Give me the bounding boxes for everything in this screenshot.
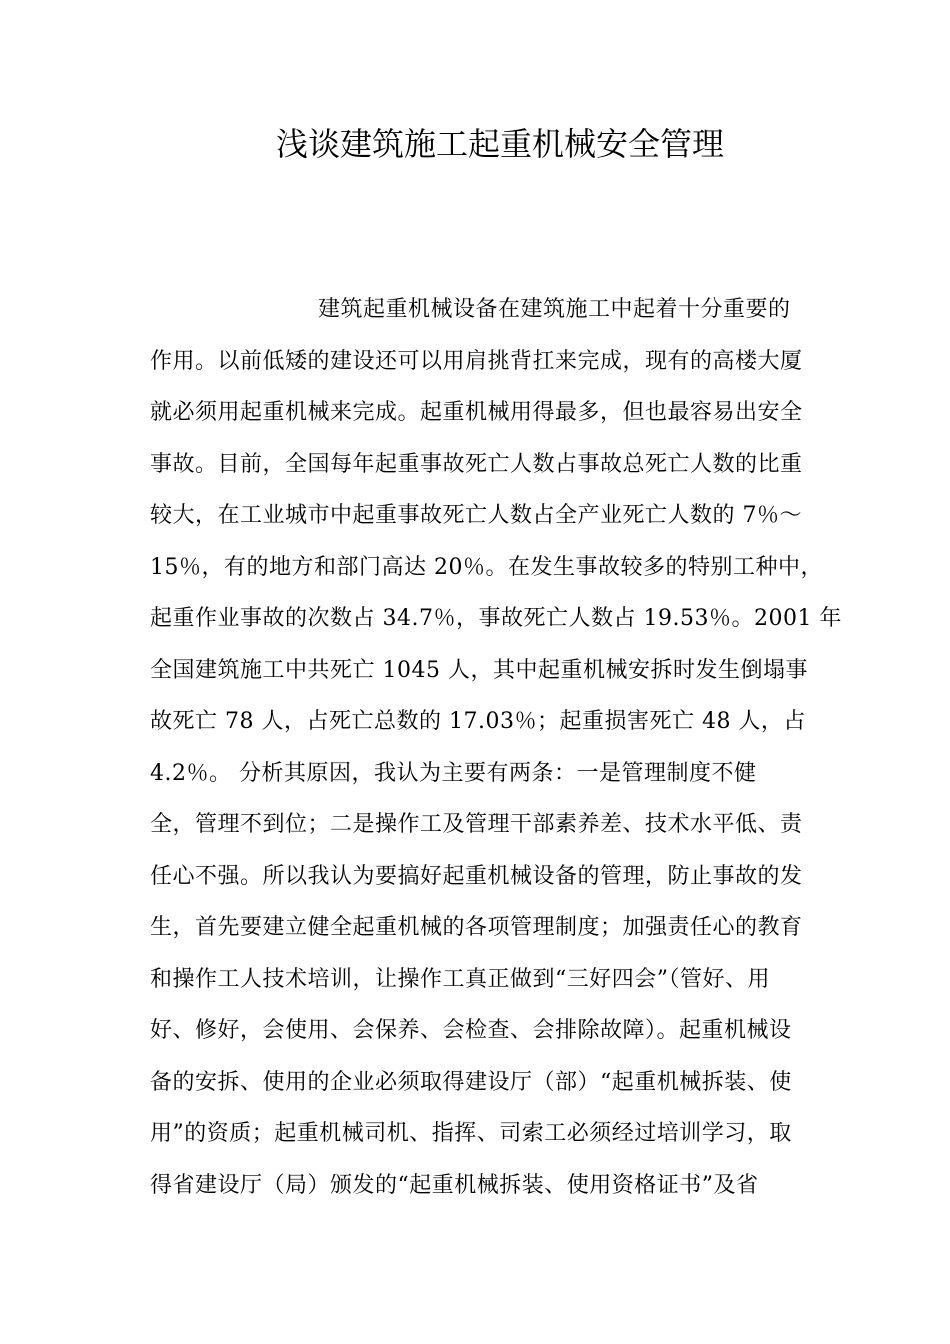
body-line: 和操作工人技术培训，让操作工真正做到“三好四会”（管好、用 [150, 966, 770, 992]
document-title: 浅谈建筑施工起重机械安全管理 [276, 125, 725, 163]
body-line: 就必须用起重机械来完成。起重机械用得最多，但也最容易出安全 [150, 400, 803, 425]
body-line: 好、修好，会使用、会保养、会检查、会排除故障）。起重机械设 [150, 1018, 792, 1043]
body-line: 备的安拆、使用的企业必须取得建设厅（部）“起重机械拆装、使 [150, 1069, 792, 1095]
body-line: 作用。以前低矮的建设还可以用肩挑背扛来完成，现有的高楼大厦 [150, 348, 803, 374]
body-line: 建筑起重机械设备在建筑施工中起着十分重要的 [318, 297, 791, 322]
document-body [150, 290, 842, 1217]
body-line: 生，首先要建立健全起重机械的各项管理制度；加强责任心的教育 [150, 915, 803, 940]
body-line: 15％，有的地方和部门高达 20％。在发生事故较多的特别工种中， [150, 554, 823, 580]
body-line: 用”的资质；起重机械司机、指挥、司索工必须经过培训学习，取 [150, 1121, 792, 1146]
body-line: 故死亡 78 人，占死亡总数的 17.03％；起重损害死亡 48 人，占 [150, 709, 806, 734]
body-line: 事故。目前，全国每年起重事故死亡人数占事故总死亡人数的比重 [150, 451, 803, 477]
body-line: 任心不强。所以我认为要搞好起重机械设备的管理，防止事故的发 [150, 863, 803, 889]
body-line: 起重作业事故的次数占 34.7％，事故死亡人数占 19.53％。2001 年 [150, 606, 842, 631]
body-line: 全，管理不到位；二是操作工及管理干部素养差、技术水平低、责 [150, 812, 803, 837]
body-line: 4.2％。 分析其原因，我认为主要有两条：一是管理制度不健 [150, 760, 757, 786]
body-line: 较大，在工业城市中起重事故死亡人数占全产业死亡人数的 7％～ [150, 503, 802, 528]
body-line: 得省建设厅（局）颁发的“起重机械拆装、使用资格证书”及省 [150, 1172, 759, 1198]
body-line: 全国建筑施工中共死亡 1045 人，其中起重机械安拆时发生倒塌事 [150, 657, 808, 683]
